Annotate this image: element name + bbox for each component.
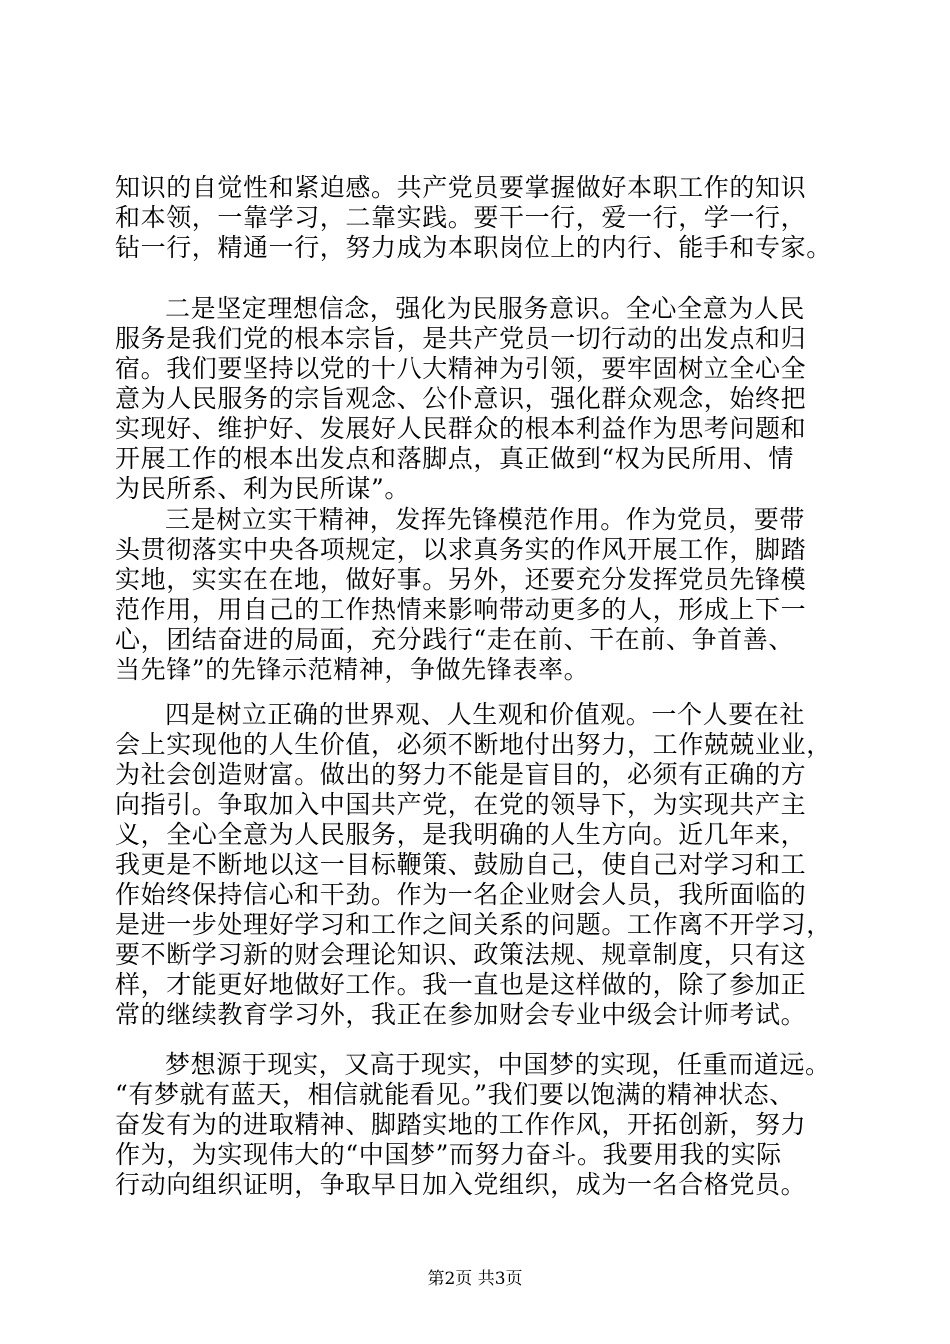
text-line: “有梦就有蓝天，相信就能看见。”我们要以饱满的精神状态、 (115, 1080, 795, 1109)
text-line: 我更是不断地以这一目标鞭策、鼓励自己，使自己对学习和工 (115, 850, 807, 879)
text-line: 奋发有为的进取精神、脚踏实地的工作作风，开拓创新，努力 (115, 1110, 807, 1139)
text-line: 二是坚定理想信念，强化为民服务意识。全心全意为人民 (165, 294, 806, 323)
page-number-footer: 第2页 共3页 (427, 1269, 523, 1289)
text-line: 宿。我们要坚持以党的十八大精神为引领，要牢固树立全心全 (115, 354, 807, 383)
text-line: 要不断学习新的财会理论知识、政策法规、规章制度，只有这 (115, 940, 807, 969)
text-line: 当先锋”的先锋示范精神，争做先锋表率。 (115, 655, 590, 684)
text-line: 梦想源于现实，又高于现实，中国梦的实现，任重而道远。 (165, 1050, 831, 1079)
paragraph-conclusion (115, 1050, 845, 1200)
text-line: 向指引。争取加入中国共产党，在党的领导下，为实现共产主 (115, 790, 807, 819)
text-line: 为社会创造财富。做出的努力不能是盲目的，必须有正确的方 (115, 760, 807, 789)
paragraph-point-three (115, 505, 845, 685)
text-line: 常的继续教育学习外，我正在参加财会专业中级会计师考试。 (115, 1000, 807, 1029)
text-line: 意为人民服务的宗旨观念、公仆意识，强化群众观念，始终把 (115, 384, 807, 413)
text-line: 三是树立实干精神，发挥先锋模范作用。作为党员，要带 (165, 505, 806, 534)
text-line: 头贯彻落实中央各项规定，以求真务实的作风开展工作，脚踏 (115, 535, 807, 564)
text-line: 服务是我们党的根本宗旨，是共产党员一切行动的出发点和归 (115, 324, 807, 353)
text-line: 开展工作的根本出发点和落脚点，真正做到“权为民所用、情 (115, 444, 794, 473)
paragraph-point-two (115, 294, 845, 504)
text-line: 会上实现他的人生价值，必须不断地付出努力，工作兢兢业业， (115, 730, 832, 759)
text-line: 和本领，一靠学习，二靠实践。要干一行，爱一行，学一行， (115, 203, 807, 232)
text-line: 实地，实实在在地，做好事。另外，还要充分发挥党员先锋模 (115, 565, 807, 594)
text-line: 钻一行，精通一行，努力成为本职岗位上的内行、能手和专家。 (115, 233, 832, 262)
text-line: 是进一步处理好学习和工作之间关系的问题。工作离不开学习， (115, 910, 832, 939)
paragraph-continuation (115, 173, 845, 263)
text-line: 知识的自觉性和紧迫感。共产党员要掌握做好本职工作的知识 (115, 173, 807, 202)
text-line: 行动向组织证明，争取早日加入党组织，成为一名合格党员。 (115, 1170, 807, 1199)
text-line: 义，全心全意为人民服务，是我明确的人生方向。近几年来， (115, 820, 807, 849)
text-line: 为民所系、利为民所谋”。 (115, 474, 410, 503)
text-line: 心，团结奋进的局面，充分践行“走在前、干在前、争首善、 (115, 625, 794, 654)
text-line: 范作用，用自己的工作热情来影响带动更多的人，形成上下一 (115, 595, 807, 624)
text-line: 实现好、维护好、发展好人民群众的根本利益作为思考问题和 (115, 414, 807, 443)
text-line: 样，才能更好地做好工作。我一直也是这样做的，除了参加正 (115, 970, 807, 999)
paragraph-point-four (115, 700, 845, 1030)
text-line: 四是树立正确的世界观、人生观和价值观。一个人要在社 (165, 700, 806, 729)
text-line: 作为，为实现伟大的“中国梦”而努力奋斗。我要用我的实际 (115, 1140, 782, 1169)
text-line: 作始终保持信心和干劲。作为一名企业财会人员，我所面临的 (115, 880, 807, 909)
